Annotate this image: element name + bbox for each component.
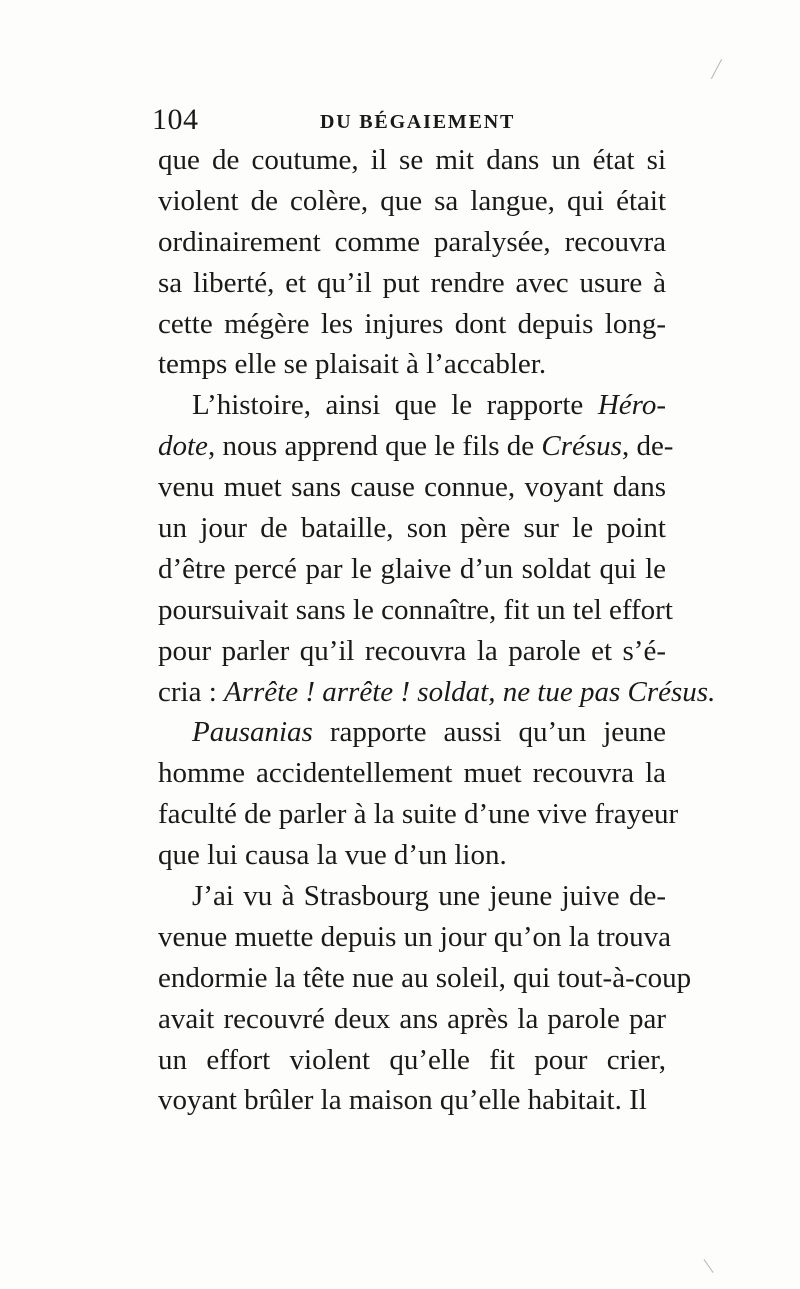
text-line	[158, 753, 666, 794]
italic-text: Héro-	[597, 389, 666, 422]
text-line	[158, 794, 679, 835]
text-line	[158, 631, 666, 672]
text-line	[158, 385, 666, 426]
text-line	[158, 549, 666, 590]
text-run: endormie la tête nue au soleil, qui tout-à-coup	[158, 961, 692, 994]
body-text	[158, 140, 716, 1121]
text-run: voyant brûler la maison qu’elle habitait. Il	[158, 1084, 647, 1117]
page-edge-mark	[704, 1259, 714, 1273]
paragraph	[158, 385, 716, 712]
text-line	[158, 590, 673, 631]
paragraph	[158, 712, 679, 876]
paragraph	[158, 876, 692, 1121]
text-run: un effort violent qu’elle fit pour crier,	[158, 1043, 666, 1076]
text-run: , de-	[621, 430, 674, 463]
running-head	[152, 102, 662, 138]
text-run: rapporte aussi qu’un jeune	[312, 716, 666, 749]
text-line	[158, 426, 674, 467]
text-run: d’être percé par le glaive d’un soldat qui le	[158, 552, 666, 585]
text-run: venu muet sans cause connue, voyant dans	[158, 471, 666, 504]
italic-text: Arrête ! arrête ! soldat, ne tue pas Crésus.	[224, 675, 716, 708]
text-run: faculté de parler à la suite d’une vive frayeur	[158, 798, 679, 831]
text-run: ordinairement comme paralysée, recouvra	[158, 225, 666, 258]
text-line	[158, 835, 666, 876]
text-run: cria :	[158, 675, 225, 708]
text-line	[158, 999, 666, 1040]
italic-text: dote	[158, 430, 208, 463]
text-line	[158, 672, 716, 713]
italic-text: Pausanias	[192, 716, 313, 749]
text-line	[158, 181, 666, 222]
text-run: cette mégère les injures dont depuis long-	[158, 307, 666, 340]
text-run: que lui causa la vue d’un lion.	[158, 839, 507, 872]
text-run: sa liberté, et qu’il put rendre avec usure à	[158, 266, 666, 299]
text-run: homme accidentellement muet recouvra la	[158, 757, 666, 790]
text-run: temps elle se plaisait à l’accabler.	[158, 348, 547, 381]
text-line	[158, 344, 666, 385]
text-run: J’ai vu à Strasbourg une jeune juive de-	[192, 880, 666, 913]
text-line	[158, 917, 672, 958]
paragraph	[158, 140, 666, 385]
text-line	[158, 1080, 666, 1121]
text-run: un jour de bataille, son père sur le point	[158, 512, 666, 545]
text-run: pour parler qu’il recouvra la parole et s’é-	[158, 634, 666, 667]
text-line	[158, 467, 666, 508]
text-run: L’histoire, ainsi que le rapporte	[192, 389, 598, 422]
running-title: DU BÉGAIEMENT	[320, 111, 516, 133]
text-line	[158, 263, 666, 304]
text-line	[158, 304, 666, 345]
text-line	[158, 958, 692, 999]
text-line	[158, 222, 666, 263]
text-line	[158, 508, 666, 549]
text-run: que de coutume, il se mit dans un état si	[158, 144, 666, 176]
text-line	[158, 140, 666, 181]
page-edge-mark	[711, 59, 722, 79]
italic-text: Crésus	[541, 430, 622, 463]
page-number: 104	[152, 103, 199, 136]
text-line	[158, 1040, 666, 1081]
text-line	[158, 876, 666, 917]
text-run: , nous apprend que le fils de	[207, 430, 542, 463]
text-run: venue muette depuis un jour qu’on la trouva	[158, 920, 672, 953]
text-line	[158, 712, 666, 753]
text-run: avait recouvré deux ans après la parole par	[158, 1002, 666, 1035]
text-run: poursuivait sans le connaître, fit un tel effort	[158, 593, 673, 626]
text-run: violent de colère, que sa langue, qui était	[158, 184, 666, 217]
